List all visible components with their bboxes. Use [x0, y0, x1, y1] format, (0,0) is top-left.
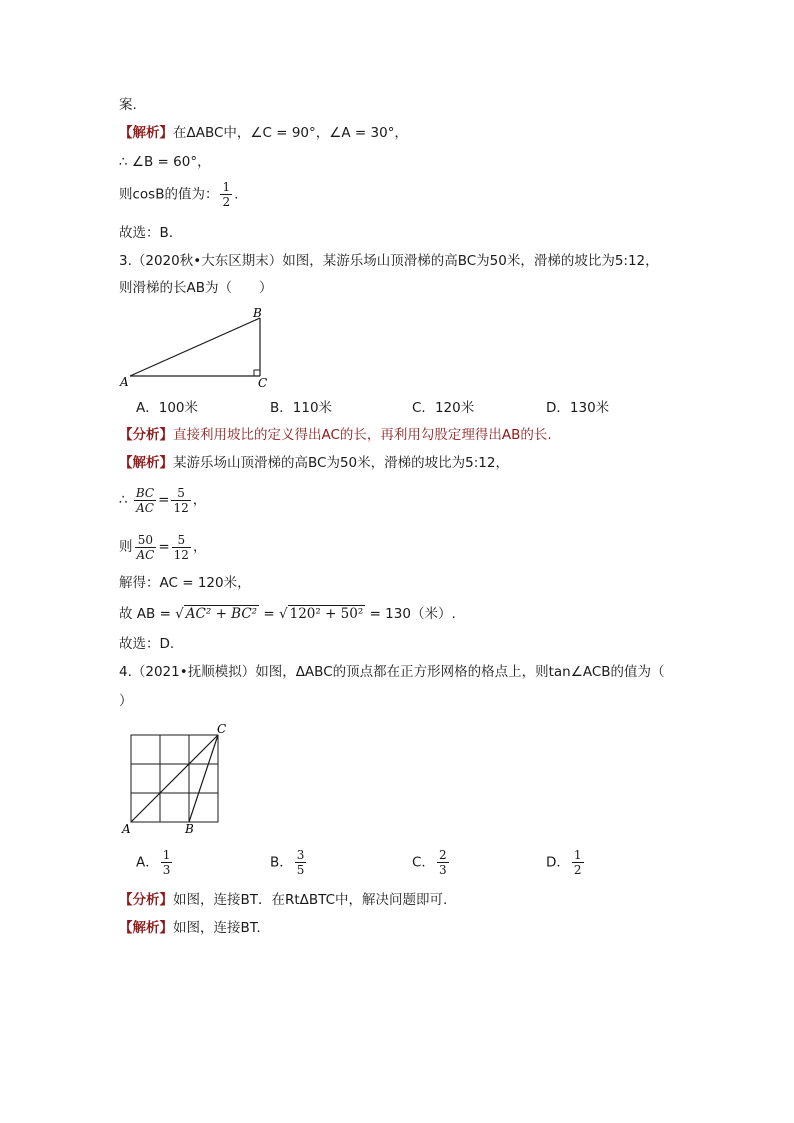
- cos-prefix: 则cosB的值为：: [119, 186, 219, 203]
- solution-text: 如图，连接BT.: [173, 920, 261, 936]
- fraction: [171, 486, 190, 515]
- sqrt-expression: AC² + BC²: [185, 606, 258, 622]
- option-b: [270, 848, 308, 877]
- question-4-line-1: 4.（2021•抚顺模拟）如图，ΔABC的顶点都在正方形网格的格点上，则tan∠ACB的值为（: [119, 664, 665, 680]
- option-text: 100米: [158, 400, 199, 416]
- fraction-numerator: 5: [171, 486, 190, 501]
- option-text: 110米: [292, 400, 333, 416]
- option-a: [136, 848, 174, 877]
- fraction-denominator: AC: [136, 500, 154, 515]
- equals-sign: =: [263, 606, 275, 622]
- solution-text: 某游乐场山顶滑梯的高BC为50米，滑梯的坡比为5:12，: [173, 455, 509, 471]
- option-letter: B．: [270, 400, 293, 416]
- question-3-line-2: 则滑梯的长AB为（ ）: [119, 280, 273, 296]
- q3-analysis-line: [119, 425, 552, 445]
- analysis-line: [119, 123, 408, 143]
- fraction: [172, 533, 191, 562]
- sqrt-expression: 120² + 50²: [289, 606, 364, 622]
- option-text: 130米: [569, 400, 610, 416]
- analysis-text: 如图，连接BT．在RtΔBTC中，解决问题即可.: [173, 892, 448, 908]
- fraction-numerator: 5: [172, 533, 191, 548]
- question-3-line-1: 3.（2020秋•大东区期末）如图，某游乐场山顶滑梯的高BC为50米，滑梯的坡比为5:12，: [119, 253, 659, 269]
- solve-line: 解得：AC = 120米，: [119, 575, 251, 591]
- fraction: [220, 180, 232, 209]
- ab-prefix: 故 AB =: [119, 606, 171, 622]
- option-c: [412, 848, 451, 877]
- fraction: [295, 848, 307, 877]
- analysis-tag: 【分析】: [119, 892, 173, 908]
- question-4-line-2: ）: [119, 693, 133, 709]
- fraction-numerator: 2: [438, 848, 447, 862]
- option-letter: D．: [546, 854, 570, 871]
- fraction: [135, 533, 157, 562]
- option-letter: C．: [412, 400, 435, 416]
- analysis-tag: 【解析】: [119, 125, 173, 141]
- fraction-numerator: 1: [222, 180, 231, 194]
- text-line: ∴ ∠B = 60°，: [119, 154, 211, 170]
- equals-sign: =: [158, 539, 170, 555]
- fraction-numerator: 50: [135, 533, 157, 548]
- fraction: [572, 848, 584, 877]
- answer-line: 故选：B.: [119, 225, 174, 241]
- fraction-denominator: 5: [296, 863, 305, 877]
- fraction-denominator: 2: [222, 195, 231, 209]
- q4-solution-line: [119, 918, 261, 938]
- fraction: [134, 486, 156, 515]
- slide-triangle-figure: [115, 305, 275, 390]
- label-b: B: [185, 822, 194, 836]
- option-a: [136, 398, 198, 418]
- q3-solution-line: [119, 453, 509, 473]
- option-c: [412, 398, 474, 418]
- therefore-symbol: ∴: [119, 492, 128, 508]
- option-letter: D．: [546, 400, 570, 416]
- analysis-text: 在ΔABC中，∠C = 90°，∠A = 30°，: [173, 125, 408, 141]
- cos-suffix: .: [234, 186, 239, 203]
- segment-bc: [189, 735, 218, 822]
- solution-tag: 【解析】: [119, 920, 173, 936]
- equals-sign: =: [158, 492, 170, 508]
- fraction-denominator: 2: [573, 863, 582, 877]
- label-c: C: [258, 376, 268, 390]
- q4-analysis-line: [119, 890, 447, 910]
- fraction: [437, 848, 449, 877]
- comma: ，: [192, 492, 207, 508]
- option-letter: A．: [136, 854, 159, 871]
- label-a: A: [122, 822, 131, 836]
- text-line: 案.: [119, 97, 137, 113]
- option-letter: B．: [270, 854, 293, 871]
- cos-line: [119, 180, 238, 209]
- label-c: C: [217, 722, 227, 736]
- option-d: [546, 848, 586, 877]
- fraction-denominator: 12: [173, 547, 189, 562]
- fraction-numerator: 3: [296, 848, 305, 862]
- analysis-tag: 【分析】: [119, 427, 173, 443]
- ratio-line-2: [119, 530, 206, 564]
- fraction-denominator: 3: [162, 863, 171, 877]
- then-word: 则: [119, 539, 133, 555]
- comma: ，: [192, 539, 207, 555]
- fraction-denominator: AC: [136, 547, 155, 562]
- label-a: A: [120, 375, 129, 389]
- segment-ac: [131, 735, 218, 822]
- fraction-denominator: 3: [438, 863, 447, 877]
- fraction: [161, 848, 173, 877]
- option-d: [546, 398, 609, 418]
- option-letter: A．: [136, 400, 159, 416]
- pythagoras-line: 故 AB = √ AC² + BC² = √ 120² + 50² = 130（米）.: [119, 606, 456, 622]
- option-letter: C．: [412, 854, 435, 871]
- option-b: [270, 398, 332, 418]
- answer-line: 故选：D.: [119, 636, 175, 652]
- fraction-numerator: BC: [135, 485, 155, 500]
- result-text: = 130（米）.: [369, 606, 456, 622]
- ratio-line-1: [119, 483, 206, 517]
- fraction-numerator: 1: [162, 848, 171, 862]
- segment-ab: [130, 318, 260, 376]
- fraction-denominator: 12: [173, 500, 189, 515]
- analysis-text: 直接利用坡比的定义得出AC的长，再利用勾股定理得出AB的长.: [173, 427, 552, 443]
- solution-tag: 【解析】: [119, 455, 173, 471]
- label-b: B: [253, 306, 262, 320]
- grid-triangle-figure: [118, 720, 238, 838]
- option-text: 120米: [434, 400, 475, 416]
- fraction-numerator: 1: [573, 848, 582, 862]
